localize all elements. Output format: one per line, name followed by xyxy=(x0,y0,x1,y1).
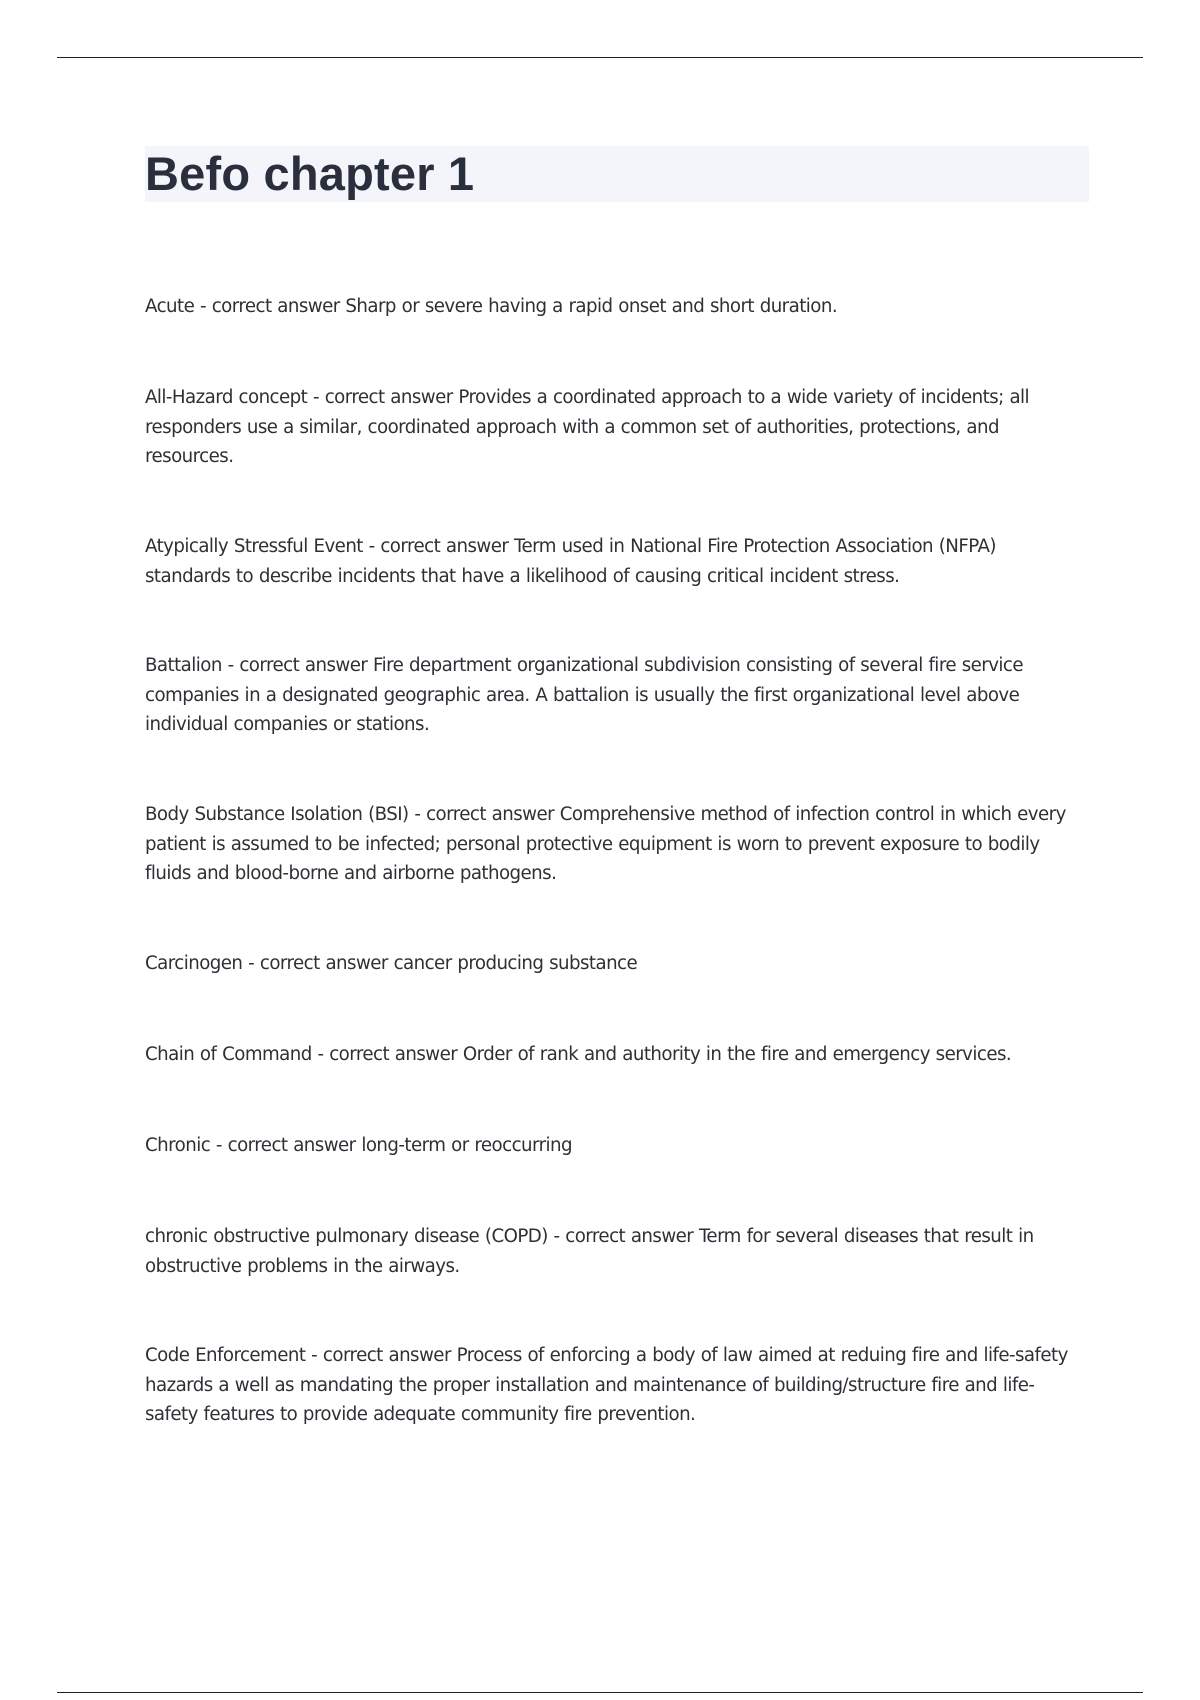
entry-separator: - correct answer xyxy=(221,655,374,676)
entry-answer: Term used in National Fire Protection Association (NFPA) standards to describe incidents that have a likelihood of causing critical incident stress. xyxy=(145,536,996,587)
list-item xyxy=(145,1040,1011,1070)
list-item xyxy=(145,949,637,979)
entry-separator: - correct answer xyxy=(210,1135,362,1156)
entry-answer: Term for several diseases that result in obstructive problems in the airways. xyxy=(145,1226,1034,1277)
list-item xyxy=(145,800,1075,889)
list-item xyxy=(145,532,1075,591)
page-title: Befo chapter 1 xyxy=(145,147,475,200)
entry-term: Acute xyxy=(145,296,195,317)
entry-term: Atypically Stressful Event xyxy=(145,536,363,557)
list-item xyxy=(145,651,1075,740)
entry-answer: Sharp or severe having a rapid onset and short duration. xyxy=(345,296,838,317)
entry-term: Code Enforcement xyxy=(145,1345,306,1366)
entry-answer: Provides a coordinated approach to a wide variety of incidents; all responders use a similar, coordinated approach with a common set of authorities, protections, and resources. xyxy=(145,387,1030,467)
entry-separator: - correct answer xyxy=(305,1345,457,1366)
entry-answer: long-term or reoccurring xyxy=(361,1135,573,1156)
entry-term: Battalion xyxy=(145,655,222,676)
list-item xyxy=(145,1341,1075,1430)
entry-separator: - correct answer xyxy=(408,804,560,825)
entry-separator: - correct answer xyxy=(311,1044,463,1065)
entry-separator: - correct answer xyxy=(194,296,346,317)
entry-term: All-Hazard concept xyxy=(145,387,308,408)
entry-term: Carcinogen xyxy=(145,953,243,974)
list-item xyxy=(145,292,837,322)
bottom-rule xyxy=(57,1692,1143,1693)
list-item xyxy=(145,1131,572,1161)
entry-term: chronic obstructive pulmonary disease (COPD) xyxy=(145,1226,548,1247)
entry-term: Body Substance Isolation (BSI) xyxy=(145,804,409,825)
entry-separator: - correct answer xyxy=(362,536,515,557)
entry-answer: Order of rank and authority in the fire and emergency services. xyxy=(462,1044,1012,1065)
entry-separator: - correct answer xyxy=(242,953,394,974)
entry-answer: Comprehensive method of infection control in which every patient is assumed to be infected; personal protective equipment is worn to prevent exposure to bodily fluids and blood-borne and airborne pathogens. xyxy=(145,804,1066,884)
entry-answer: cancer producing substance xyxy=(393,953,638,974)
entry-separator: - correct answer xyxy=(547,1226,699,1247)
top-rule xyxy=(57,57,1143,58)
list-item xyxy=(145,383,1075,472)
entry-separator: - correct answer xyxy=(307,387,459,408)
entry-answer: Process of enforcing a body of law aimed at reduing fire and life-safety hazards a well as mandating the proper installation and maintenance of building/structure fire and life-safety features to provide adequate community fire prevention. xyxy=(145,1345,1068,1425)
list-item xyxy=(145,1222,1075,1281)
entry-term: Chain of Command xyxy=(145,1044,312,1065)
entry-answer: Fire department organizational subdivision consisting of several fire service companies in a designated geographic area. A battalion is usually the first organizational level above individual companies or stations. xyxy=(145,655,1024,735)
entry-term: Chronic xyxy=(145,1135,211,1156)
